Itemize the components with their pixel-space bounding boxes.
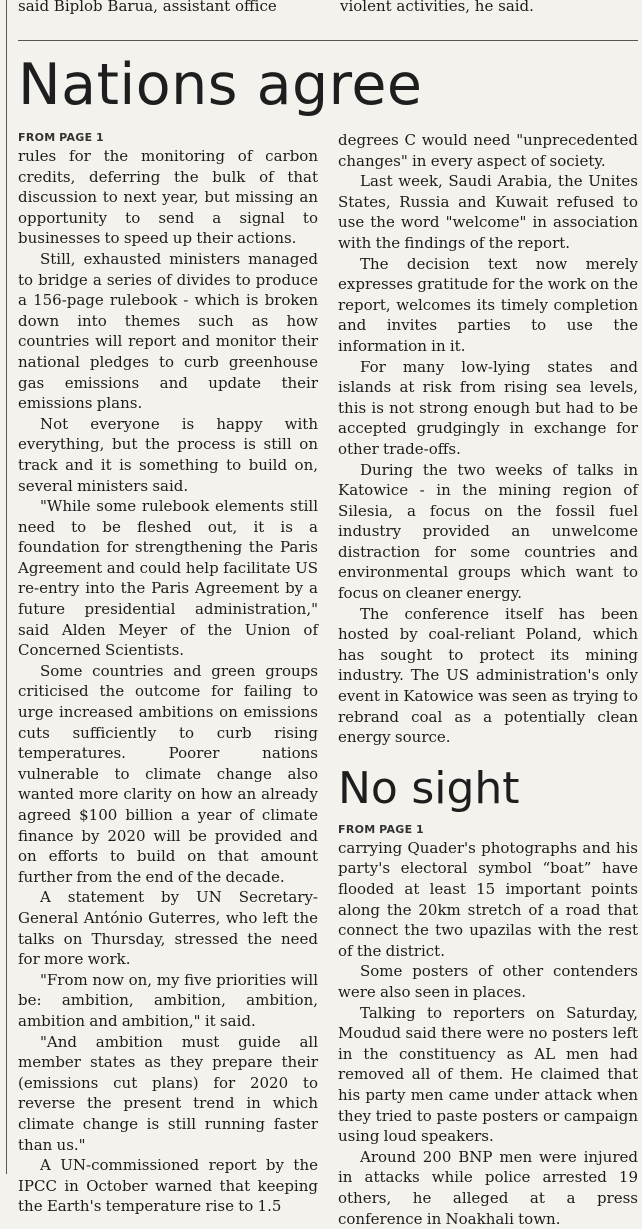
article1-paragraph: Some countries and green groups criticised the outcome for failing to urge increased ambitions on emissions cuts sufficiently to curb rising temperatures. Poorer nations vulnerable to climate change also wanted more clarity on how an already agreed $100 billion a year of climate finance by 2020 will be provided and on efforts to build on that amount further from the end of the decade. <box>18 661 318 886</box>
article2-paragraph: Some posters of other contenders were also seen in places. <box>338 962 638 1001</box>
article-headline-nations-agree: Nations agree <box>18 52 423 118</box>
previous-article-tail <box>18 0 638 20</box>
article1-kicker: FROM PAGE 1 <box>18 131 105 144</box>
article1-paragraph: Not everyone is happy with everything, but the process is still on track and it is something to build on, several ministers said. <box>18 414 318 495</box>
previous-article-right-text: violent activities, he said. <box>340 0 534 15</box>
article1-paragraph: A UN-commissioned report by the IPCC in October warned that keeping the Earth's temperature rise to 1.5 <box>18 1156 318 1216</box>
article1-paragraph: "While some rulebook elements still need to be fleshed out, it is a foundation for strengthening the Paris Agreement and could help facilitate US re-entry into the Paris Agreement by a future presidential administration," said Alden Meyer of the Union of Concerned Scientists. <box>18 497 318 660</box>
article1-column-right <box>338 130 638 1229</box>
article2-paragraph: carrying Quader's photographs and his party's electoral symbol “boat” have flooded at least 15 important points along the 20km stretch of a road that connect the two upazilas with the rest of the district. <box>338 838 638 960</box>
section-divider <box>18 40 638 41</box>
article1-paragraph: Last week, Saudi Arabia, the Unites States, Russia and Kuwait refused to use the word "welcome" in association with the findings of the report. <box>338 172 638 252</box>
article1-paragraph: "And ambition must guide all member states as they prepare their (emissions cut plans) for 2020 to reverse the present trend in which climate change is still running faster than us." <box>18 1032 318 1154</box>
article1-paragraph: The conference itself has been hosted by coal-reliant Poland, which has sought to protect its mining industry. The US administration's only event in Katowice was seen as trying to rebrand coal as a potentially clean energy source. <box>338 604 638 747</box>
article2-paragraph: Talking to reporters on Saturday, Moudud said there were no posters left in the constituency as AL men had removed all of them. He claimed that his party men came under attack when they tried to paste posters or campaign using loud speakers. <box>338 1003 638 1146</box>
article1-paragraph: Still, exhausted ministers managed to bridge a series of divides to produce a 156-page rulebook - which is broken down into themes such as how countries will report and monitor their national pledges to curb greenhouse gas emissions and update their emissions plans. <box>18 249 318 413</box>
article1-paragraph: For many low-lying states and islands at risk from rising sea levels, this is not strong enough but had to be accepted grudgingly in exchange for other trade-offs. <box>338 357 638 458</box>
article1-paragraph: "From now on, my five priorities will be: ambition, ambition, ambition, ambition and ambition," it said. <box>18 970 318 1030</box>
page-left-rule <box>6 0 7 1174</box>
article1-paragraph: A statement by UN Secretary-General António Guterres, who left the talks on Thursday, stressed the need for more work. <box>18 888 318 969</box>
article1-paragraph: rules for the monitoring of carbon credits, deferring the bulk of that discussion to next year, but missing an opportunity to send a signal to businesses to speed up their actions. <box>18 147 318 248</box>
previous-article-left-text: said Biplob Barua, assistant office <box>18 0 277 15</box>
article2-paragraph: Around 200 BNP men were injured in attacks while police arrested 19 others, he alleged at a press conference in Noakhali town. <box>338 1147 638 1228</box>
article1-column-left <box>18 130 318 1217</box>
article1-paragraph: degrees C would need "unprecedented changes" in every aspect of society. <box>338 131 638 170</box>
article1-paragraph: The decision text now merely expresses gratitude for the work on the report, welcomes its timely completion and invites parties to use the information in it. <box>338 254 638 355</box>
article2-kicker: FROM PAGE 1 <box>338 822 425 836</box>
article-headline-no-sight: No sight <box>338 762 520 814</box>
article1-paragraph: During the two weeks of talks in Katowice - in the mining region of Silesia, a focus on the fossil fuel industry provided an unwelcome distraction for some countries and environmental groups which want to focus on cleaner energy. <box>338 460 638 603</box>
